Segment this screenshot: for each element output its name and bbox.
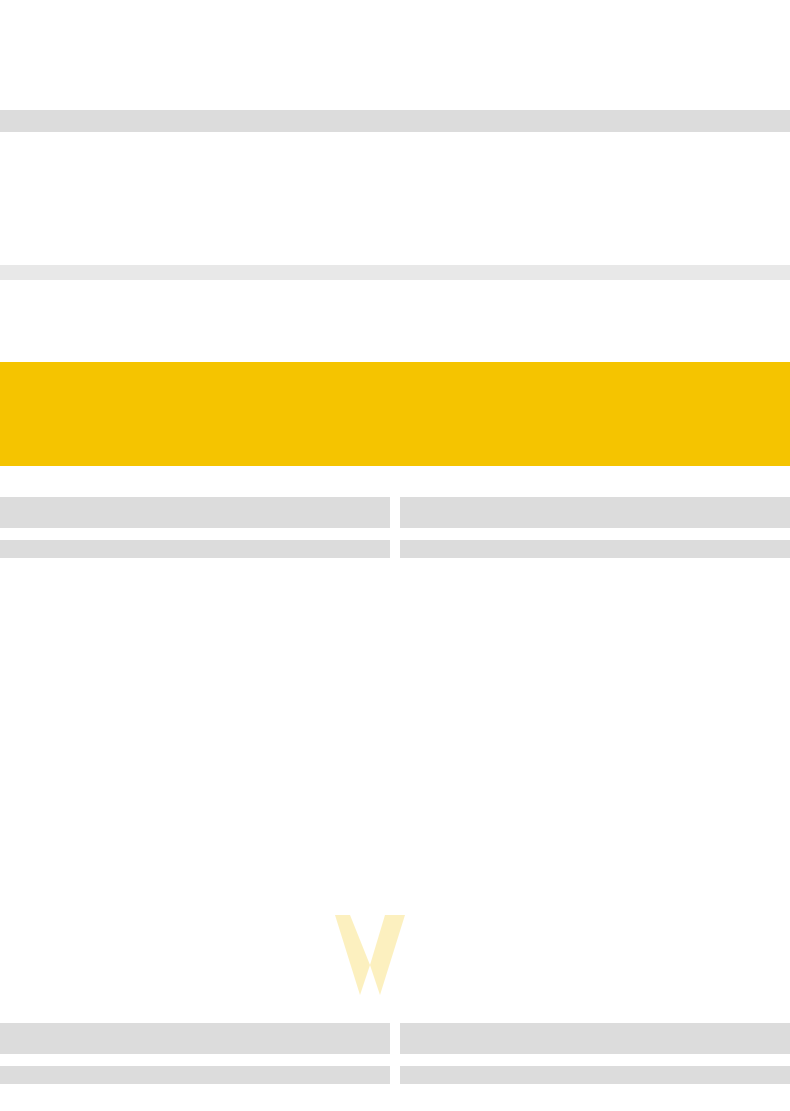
left-header-bar: [0, 497, 390, 528]
bottom-left-header-bar: [0, 1023, 390, 1054]
env-blank-row: [0, 265, 790, 280]
bottom-right-header-bar: [400, 1023, 790, 1054]
right-series-bar: [400, 540, 790, 558]
right-header-bar: [400, 497, 790, 528]
order-banner: [0, 362, 790, 466]
left-series-bar: [0, 540, 390, 558]
b-series-left-bar: [0, 1066, 390, 1084]
env-section-bar: [0, 110, 790, 132]
b-series-right-bar: [400, 1066, 790, 1084]
watermark-logo-icon: [330, 895, 410, 1005]
